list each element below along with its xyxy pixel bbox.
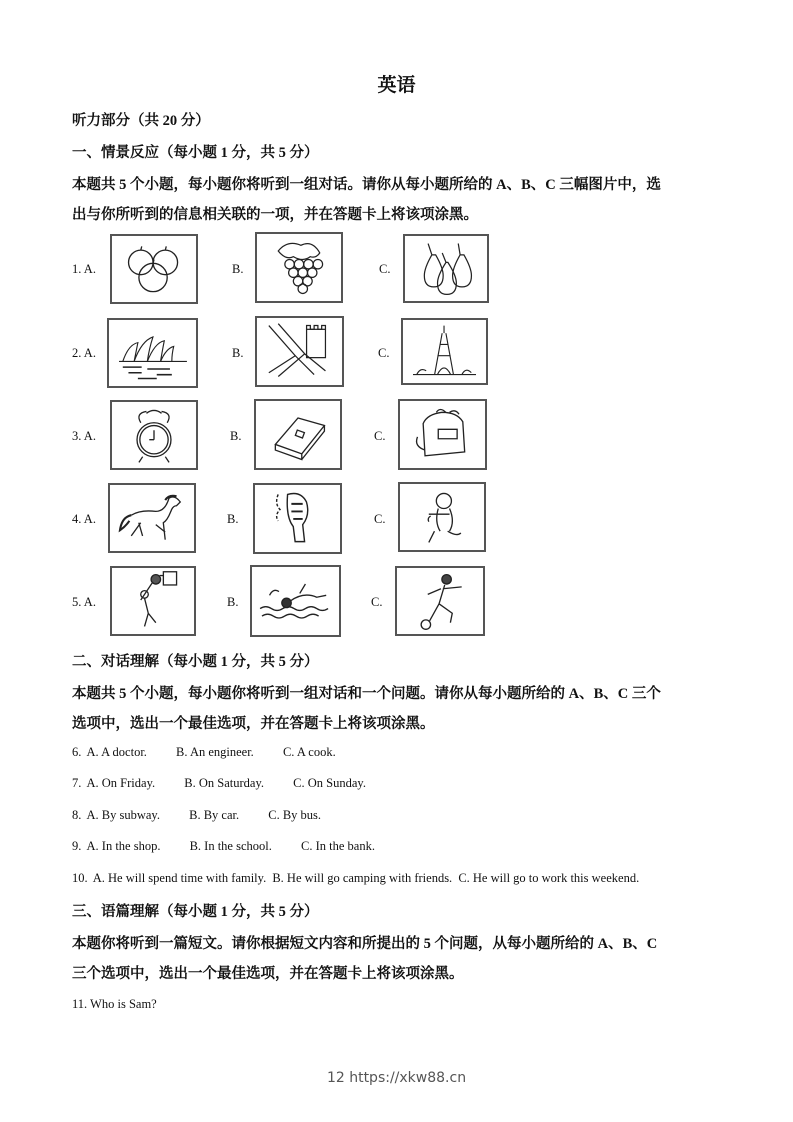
question-10 (72, 871, 639, 886)
part3-instructions-line2: 三个选项中，选出一个最佳选项，并在答题卡上将该项涂黑。 (72, 966, 464, 982)
q4-option-a-image[interactable] (108, 483, 196, 553)
q4-b-label: B. (227, 512, 239, 526)
q7-option-c[interactable]: C. On Sunday. (293, 776, 366, 790)
question-11: 11. Who is Sam? (72, 997, 157, 1011)
q1-option-c-image[interactable] (403, 234, 489, 303)
great-wall-icon (257, 318, 342, 385)
eiffel-tower-icon (403, 320, 486, 383)
monkey-icon (400, 484, 484, 550)
q1-number: 1. A. (72, 262, 96, 276)
q8-option-b[interactable]: B. By car. (189, 808, 240, 822)
q8-number: 8. (72, 808, 82, 822)
part3-instructions-line1: 本题你将听到一篇短文。请你根据短文内容和所提出的 5 个问题，从每小题所给的 A、B、C (72, 936, 658, 952)
part2-instructions-line2: 选项中，选出一个最佳选项，并在答题卡上将该项涂黑。 (72, 716, 435, 732)
part1-instructions-line1: 本题共 5 个小题，每小题你将听到一组对话。请你从每小题所给的 A、B、C 三幅图片中，选 (72, 177, 661, 193)
q2-b-label: B. (232, 346, 244, 360)
part3-heading: 三、语篇理解（每小题 1 分，共 5 分） (72, 904, 319, 920)
backpack-icon (400, 401, 485, 468)
q5-b-label: B. (227, 595, 239, 609)
tiger-icon (255, 485, 340, 552)
q8-option-c[interactable]: C. By bus. (268, 808, 322, 822)
part2-instructions-line1: 本题共 5 个小题，每小题你将听到一组对话和一个问题。请你从每小题所给的 A、B、C 三个 (72, 686, 661, 702)
question-7 (72, 776, 366, 791)
q10-option-b[interactable]: B. He will go camping with friends. (272, 871, 453, 885)
q7-option-b[interactable]: B. On Saturday. (184, 776, 265, 790)
basketball-icon (112, 568, 194, 634)
q10-number: 10. (72, 871, 88, 885)
q4-number: 4. A. (72, 512, 96, 526)
part2-heading: 二、对话理解（每小题 1 分，共 5 分） (72, 654, 319, 670)
apples-icon (112, 236, 196, 302)
q10-option-c[interactable]: C. He will go to work this weekend. (458, 871, 640, 885)
q5-option-a-image[interactable] (110, 566, 196, 636)
q1-option-a-image[interactable] (110, 234, 198, 304)
part1-heading: 一、情景反应（每小题 1 分，共 5 分） (72, 145, 319, 161)
section-header: 听力部分（共 20 分） (72, 113, 210, 129)
q1-b-label: B. (232, 262, 244, 276)
grapes-icon (257, 234, 341, 301)
q4-option-c-image[interactable] (398, 482, 486, 552)
q1-c-label: C. (379, 262, 391, 276)
q4-option-b-image[interactable] (253, 483, 342, 554)
question-6 (72, 745, 336, 760)
q5-number: 5. A. (72, 595, 96, 609)
q2-option-c-image[interactable] (401, 318, 488, 385)
part1-instructions-line2: 出与你所听到的信息相关联的一项，并在答题卡上将该项涂黑。 (72, 207, 478, 223)
q6-option-c[interactable]: C. A cook. (282, 745, 336, 759)
q3-option-b-image[interactable] (254, 399, 342, 470)
soccer-icon (397, 568, 483, 634)
q1-option-b-image[interactable] (255, 232, 343, 303)
q9-option-c[interactable]: C. In the bank. (301, 839, 375, 853)
book-icon (256, 401, 340, 468)
q3-option-c-image[interactable] (398, 399, 487, 470)
q2-option-b-image[interactable] (255, 316, 344, 387)
question-9 (72, 839, 375, 854)
q6-option-b[interactable]: B. An engineer. (176, 745, 254, 759)
q6-number: 6. (72, 745, 82, 759)
q5-option-c-image[interactable] (395, 566, 485, 636)
q7-option-a[interactable]: A. On Friday. (86, 776, 156, 790)
q3-option-a-image[interactable] (110, 400, 198, 470)
horse-icon (110, 485, 194, 551)
q5-option-b-image[interactable] (250, 565, 341, 637)
q2-c-label: C. (378, 346, 390, 360)
page-footer: 12 https://xkw88.cn (326, 1070, 467, 1086)
q10-option-a[interactable]: A. He will spend time with family. (92, 871, 267, 885)
q3-number: 3. A. (72, 429, 96, 443)
q3-c-label: C. (374, 429, 386, 443)
q9-option-a[interactable]: A. In the shop. (86, 839, 161, 853)
q8-option-a[interactable]: A. By subway. (86, 808, 160, 822)
q9-number: 9. (72, 839, 82, 853)
q7-number: 7. (72, 776, 82, 790)
q9-option-b[interactable]: B. In the school. (189, 839, 272, 853)
q2-number: 2. A. (72, 346, 96, 360)
question-8 (72, 808, 321, 823)
sydney-opera-house-icon (109, 320, 196, 386)
q6-option-a[interactable]: A. A doctor. (86, 745, 147, 759)
swimming-icon (252, 567, 339, 635)
alarm-clock-icon (112, 402, 196, 468)
q3-b-label: B. (230, 429, 242, 443)
q4-c-label: C. (374, 512, 386, 526)
q2-option-a-image[interactable] (107, 318, 198, 388)
q5-c-label: C. (371, 595, 383, 609)
pears-icon (405, 236, 487, 301)
page-title: 英语 (377, 75, 416, 96)
